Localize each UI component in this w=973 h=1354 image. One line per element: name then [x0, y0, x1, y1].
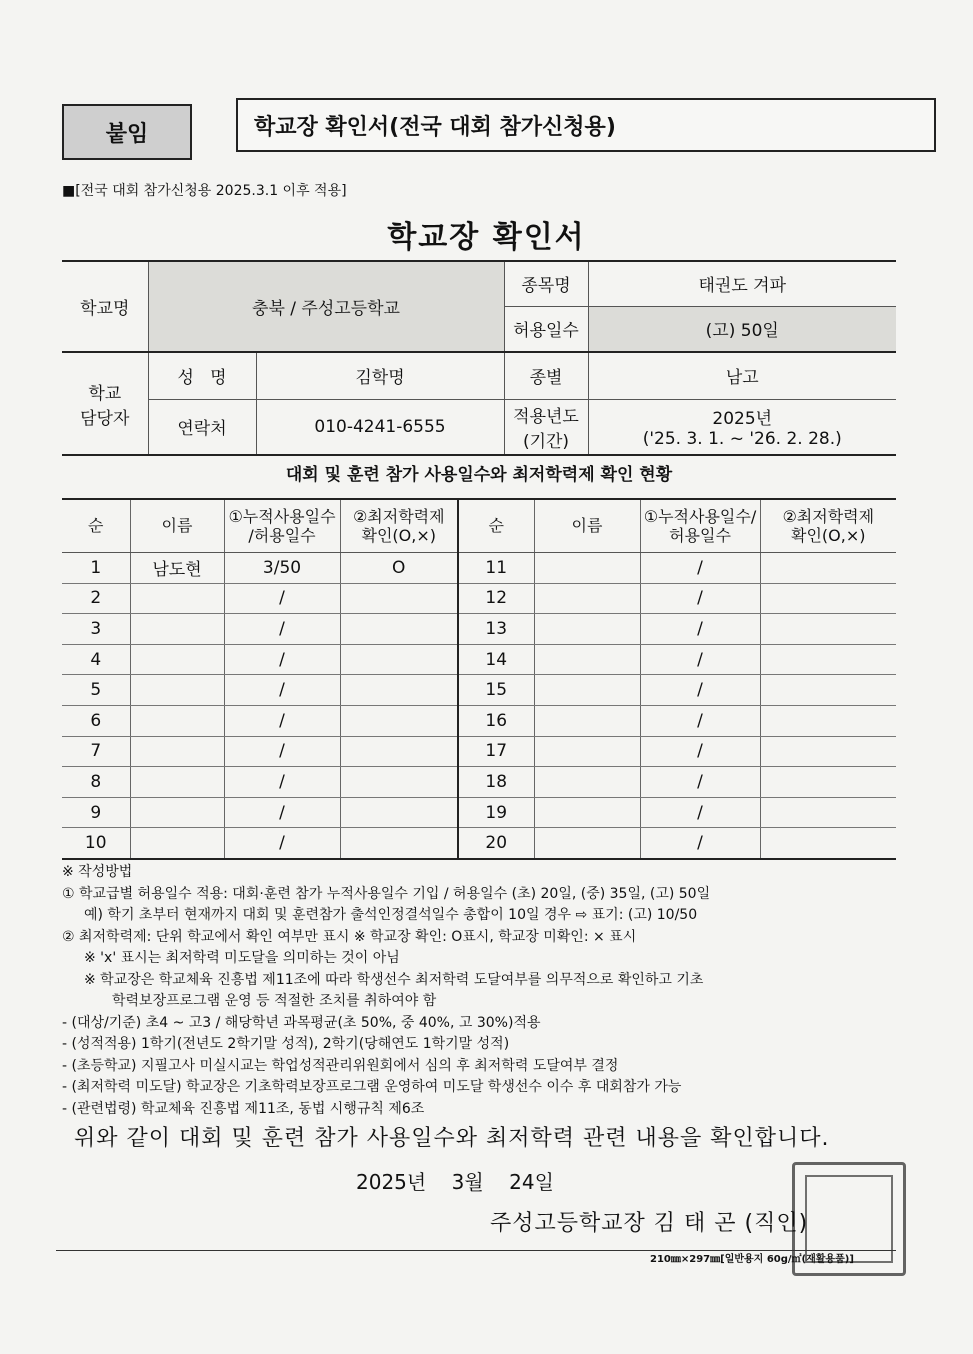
row-name-left [130, 644, 224, 675]
row-no-left: 6 [62, 705, 130, 736]
table-row [62, 736, 896, 767]
row-no-left: 9 [62, 797, 130, 828]
name-label: 성 명 [148, 352, 256, 399]
instruction-line: ※ 'x' 표시는 최저학력 미도달을 의미하는 것이 아님 [84, 950, 400, 966]
row-check-left [340, 705, 458, 736]
row-name-left [130, 675, 224, 706]
row-check-left [340, 736, 458, 767]
row-name-right [534, 583, 640, 614]
row-no-left: 5 [62, 675, 130, 706]
writing-instructions [62, 862, 902, 1120]
info-table [62, 260, 896, 456]
table-row [62, 644, 896, 675]
col-no-left: 순 [62, 499, 130, 553]
row-check-right [760, 767, 896, 798]
row-no-left: 3 [62, 614, 130, 645]
col-days-right-line2: 허용일수 [669, 526, 731, 545]
principal-signature: 주성고등학교장 김 태 곤 (직인) [490, 1211, 809, 1236]
row-name-right [534, 767, 640, 798]
col-days-right [640, 499, 760, 553]
col-check-left [340, 499, 458, 553]
row-name-right [534, 736, 640, 767]
row-days-right: / [640, 705, 760, 736]
allowed-days-value: (고) 50일 [588, 306, 896, 352]
row-name-left: 남도현 [130, 553, 224, 584]
col-check-left-line2: 확인(O,×) [361, 526, 436, 545]
row-days-right: / [640, 553, 760, 584]
row-no-right: 20 [458, 828, 534, 859]
instruction-line: 예) 학기 초부터 현재까지 대회 및 훈련참가 출석인정결석일수 총합이 10일 경우 ⇨ 표기: (고) 10/50 [84, 907, 698, 923]
row-days-left: 3/50 [224, 553, 340, 584]
row-days-left: / [224, 828, 340, 859]
event-value: 태권도 겨파 [588, 261, 896, 306]
row-name-left [130, 614, 224, 645]
table-row [62, 705, 896, 736]
row-name-left [130, 705, 224, 736]
row-name-left [130, 828, 224, 859]
table-header-row [62, 499, 896, 553]
allowed-days-label: 허용일수 [504, 306, 588, 352]
row-no-right: 13 [458, 614, 534, 645]
manager-label [62, 352, 148, 455]
row-days-right: / [640, 767, 760, 798]
year-value-line2: ('25. 3. 1. ~ '26. 2. 28.) [642, 429, 842, 450]
row-name-right [534, 553, 640, 584]
row-check-left [340, 767, 458, 798]
col-check-right-line1: ②최저학력제 [782, 506, 875, 526]
row-name-left [130, 797, 224, 828]
row-no-left: 2 [62, 583, 130, 614]
instruction-line: ※ 작성방법 [62, 864, 133, 880]
participation-table [62, 498, 896, 860]
row-days-left: / [224, 736, 340, 767]
col-days-left-line2: /허용일수 [248, 526, 316, 545]
row-days-right: / [640, 614, 760, 645]
table-row [62, 767, 896, 798]
row-days-left: / [224, 797, 340, 828]
row-check-right [760, 614, 896, 645]
row-days-left: / [224, 644, 340, 675]
row-no-left: 1 [62, 553, 130, 584]
paper-spec: 210㎜×297㎜[일반용지 60g/㎡(재활용품)] [650, 1254, 854, 1265]
year-value [588, 399, 896, 455]
row-no-left: 8 [62, 767, 130, 798]
row-name-right [534, 828, 640, 859]
table-row [62, 553, 896, 584]
row-name-right [534, 614, 640, 645]
row-days-right: / [640, 583, 760, 614]
header-title-label: 학교장 확인서(전국 대회 참가신청용) [254, 114, 616, 140]
category-label: 종별 [504, 352, 588, 399]
row-check-right [760, 736, 896, 767]
row-no-right: 15 [458, 675, 534, 706]
row-check-left [340, 675, 458, 706]
instruction-line: - (대상/기준) 초4 ~ 고3 / 해당학년 과목평균(초 50%, 중 40%, 고 30%)적용 [62, 1014, 541, 1031]
row-check-left [340, 583, 458, 614]
row-name-right [534, 675, 640, 706]
row-no-right: 14 [458, 644, 534, 675]
row-days-left: / [224, 614, 340, 645]
row-days-left: / [224, 583, 340, 614]
col-check-left-line1: ②최저학력제 [352, 506, 445, 526]
row-no-right: 16 [458, 705, 534, 736]
table-row [62, 583, 896, 614]
row-no-right: 12 [458, 583, 534, 614]
instruction-line: - (초등학교) 지필고사 미실시교는 학업성적관리위원회에서 심의 후 최저학력 도달여부 결정 [62, 1057, 619, 1074]
contact-label: 연락처 [148, 399, 256, 455]
col-no-right: 순 [458, 499, 534, 553]
row-check-right [760, 675, 896, 706]
instruction-line: ① 학교급별 허용일수 적용: 대회·훈련 참가 누적사용일수 기입 / 허용일수 (초) 20일, (중) 35일, (고) 50일 [62, 885, 711, 902]
row-check-right [760, 553, 896, 584]
row-days-left: / [224, 767, 340, 798]
contact-value: 010-4241-6555 [256, 399, 504, 455]
row-check-left [340, 828, 458, 859]
row-name-right [534, 797, 640, 828]
row-days-right: / [640, 644, 760, 675]
table-row [62, 797, 896, 828]
row-name-right [534, 644, 640, 675]
manager-label-line2: 담당자 [80, 408, 130, 429]
page-title: 학교장 확인서 [387, 220, 586, 255]
row-check-right [760, 797, 896, 828]
row-no-right: 11 [458, 553, 534, 584]
col-days-left-line1: ①누적사용일수 [228, 506, 336, 526]
name-value: 김학명 [256, 352, 504, 399]
row-days-right: / [640, 675, 760, 706]
year-label-line2: (기간) [522, 431, 570, 452]
row-check-left [340, 644, 458, 675]
col-name-right: 이름 [534, 499, 640, 553]
row-no-right: 18 [458, 767, 534, 798]
row-no-right: 19 [458, 797, 534, 828]
col-days-right-line1: ①누적사용일수/ [643, 506, 757, 526]
school-label: 학교명 [62, 261, 148, 352]
issue-date: 2025년 3월 24일 [356, 1170, 554, 1194]
year-label-line1: 적용년도 [513, 406, 579, 427]
category-value: 남고 [588, 352, 896, 399]
instruction-line: - (성적적용) 1학기(전년도 2학기말 성적), 2학기(당해연도 1학기말 성적) [62, 1036, 510, 1052]
row-name-left [130, 736, 224, 767]
col-name-left: 이름 [130, 499, 224, 553]
row-no-left: 4 [62, 644, 130, 675]
row-name-left [130, 767, 224, 798]
row-no-left: 7 [62, 736, 130, 767]
row-check-right [760, 583, 896, 614]
table-row [62, 675, 896, 706]
manager-label-line1: 학교 [88, 383, 122, 404]
col-check-right [760, 499, 896, 553]
application-note: ■[전국 대회 참가신청용 2025.3.1 이후 적용] [62, 183, 347, 199]
instruction-line: - (관련법령) 학교체육 진흥법 제11조, 동법 시행규칙 제6조 [62, 1100, 425, 1117]
row-days-right: / [640, 736, 760, 767]
col-days-left [224, 499, 340, 553]
instruction-line: ※ 학교장은 학교체육 진흥법 제11조에 따라 학생선수 최저학력 도달여부를 의무적으로 확인하고 기초 [84, 971, 704, 988]
row-no-left: 10 [62, 828, 130, 859]
row-name-right [534, 705, 640, 736]
row-check-right [760, 644, 896, 675]
row-days-right: / [640, 828, 760, 859]
row-check-left [340, 797, 458, 828]
year-value-line1: 2025년 [712, 409, 773, 430]
section-title: 대회 및 훈련 참가 사용일수와 최저학력제 확인 현황 [285, 465, 673, 485]
header-title-box [236, 98, 936, 152]
table-row [62, 828, 896, 859]
instruction-line: ② 최저학력제: 단위 학교에서 확인 여부만 표시 ※ 학교장 확인: O표시, 학교장 미확인: × 표시 [62, 928, 637, 945]
row-name-left [130, 583, 224, 614]
year-label [504, 399, 588, 455]
row-days-left: / [224, 675, 340, 706]
instruction-line: - (최저학력 미도달) 학교장은 기초학력보장프로그램 운영하여 미도달 학생선수 이수 후 대회참가 가능 [62, 1079, 682, 1095]
instruction-line: 학력보장프로그램 운영 등 적절한 조치를 취하여야 함 [112, 993, 437, 1009]
attachment-tag-label: 붙임 [105, 121, 149, 147]
row-no-right: 17 [458, 736, 534, 767]
row-check-right [760, 705, 896, 736]
event-label: 종목명 [504, 261, 588, 306]
row-days-left: / [224, 705, 340, 736]
col-check-right-line2: 확인(O,×) [791, 526, 866, 545]
row-check-left: O [340, 553, 458, 584]
confirmation-statement: 위와 같이 대회 및 훈련 참가 사용일수와 최저학력 관련 내용을 확인합니다. [74, 1126, 830, 1151]
row-days-right: / [640, 797, 760, 828]
school-value: 충북 / 주성고등학교 [148, 261, 504, 352]
table-row [62, 614, 896, 645]
attachment-tag [62, 104, 192, 160]
row-check-right [760, 828, 896, 859]
row-check-left [340, 614, 458, 645]
